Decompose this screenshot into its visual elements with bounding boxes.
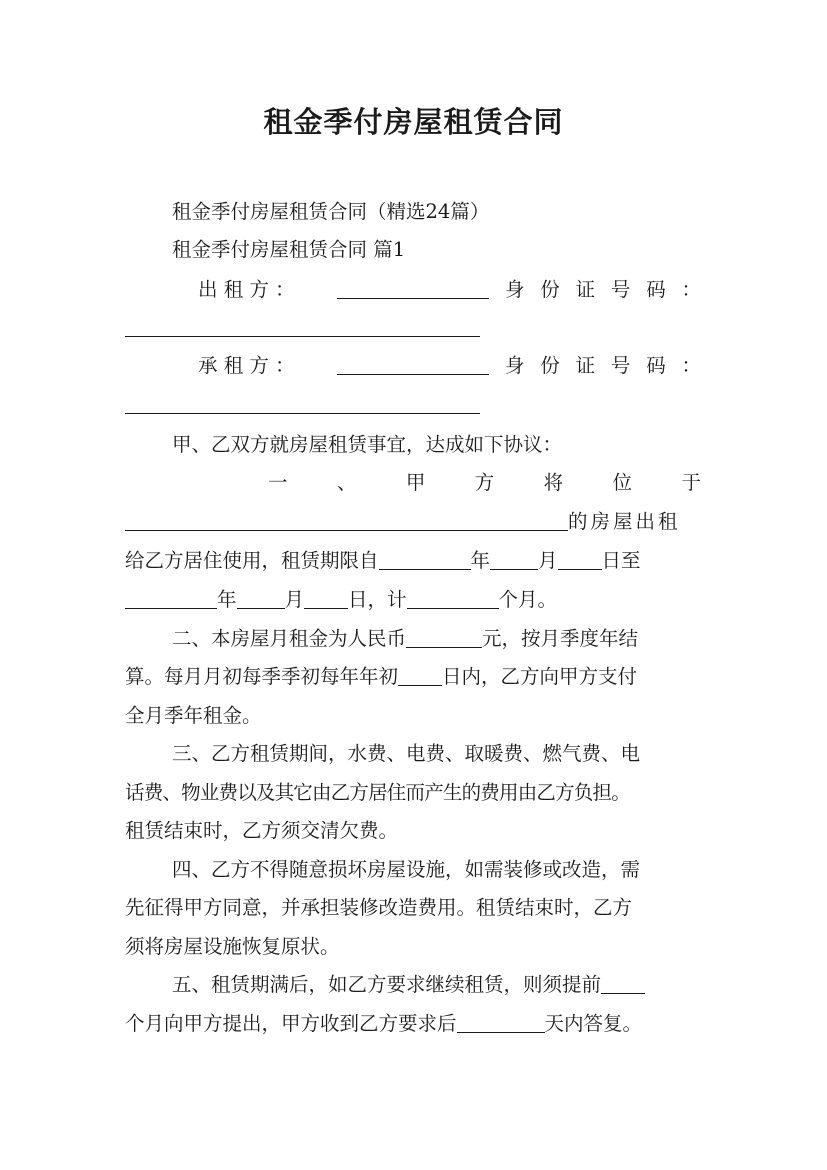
clause-2-line-1: 二、本房屋月租金为人民币 元，按月季度年结 <box>172 627 639 650</box>
clause-1-char: 、 <box>336 471 357 494</box>
clause-1-line-4: 年 月 日，计 个月。 <box>125 585 557 615</box>
document-title: 租金季付房屋租赁合同 <box>263 105 564 139</box>
clause-4-line-1: 四、乙方不得随意损坏房屋设施，如需装修或改造，需 <box>172 858 641 881</box>
clause-1-line-2: 的房屋出租 <box>125 507 681 537</box>
chapter-heading: 租金季付房屋租赁合同 篇1 <box>172 238 406 261</box>
lessee-name-blank <box>337 351 489 381</box>
lessee-id-label: 身 份 证 号 码 ： <box>505 354 701 377</box>
lessee-id-blank <box>125 390 480 420</box>
clause-1-char: 方 <box>474 471 495 494</box>
clause-4-line-3: 须将房屋设施恢复原状。 <box>125 935 340 958</box>
agreement-intro: 甲、乙双方就房屋租赁事宜，达成如下协议： <box>172 433 563 456</box>
lessee-label: 承 租 方 ： <box>198 354 295 377</box>
clause-3-line-1: 三、乙方租赁期间，水费、电费、取暖费、燃气费、电 <box>172 742 641 765</box>
clause-2-line-2: 算。每月月初每季季初每年年初 日内，乙方向甲方支付 <box>125 665 638 688</box>
clause-1-char: 甲 <box>405 471 426 494</box>
lessor-name-blank <box>337 275 489 305</box>
address-blank <box>125 510 568 531</box>
clause-1-char: 一 <box>268 471 288 494</box>
clause-5-line-1: 五、租赁期满后，如乙方要求继续租赁，则须提前 <box>172 970 645 1000</box>
clause-1-char: 将 <box>543 471 564 494</box>
clause-5-line-2: 个月向甲方提出，甲方收到乙方要求后 天内答复。 <box>125 1012 643 1035</box>
clause-1-line-3: 给乙方居住使用，租赁期限自 年 月 日至 <box>125 549 641 572</box>
clause-4-line-2: 先征得甲方同意，并承担装修改造费用。租赁结束时，乙方 <box>125 896 633 919</box>
clause-3-line-3: 租赁结束时，乙方须交清欠费。 <box>125 819 399 842</box>
subtitle: 租金季付房屋租赁合同（精选24篇） <box>172 200 490 223</box>
clause-1-line-1 <box>268 468 701 498</box>
lessor-label: 出 租 方 ： <box>198 278 295 301</box>
clause-1-char: 于 <box>681 471 701 494</box>
clause-3-line-2: 话费、物业费以及其它由乙方居住而产生的费用由乙方负担。 <box>125 781 630 804</box>
lessor-id-label: 身 份 证 号 码 ： <box>505 278 701 301</box>
clause-1-char: 位 <box>612 471 633 494</box>
clause-2-line-3: 全月季年租金。 <box>125 704 262 727</box>
lessor-id-blank <box>125 313 480 343</box>
